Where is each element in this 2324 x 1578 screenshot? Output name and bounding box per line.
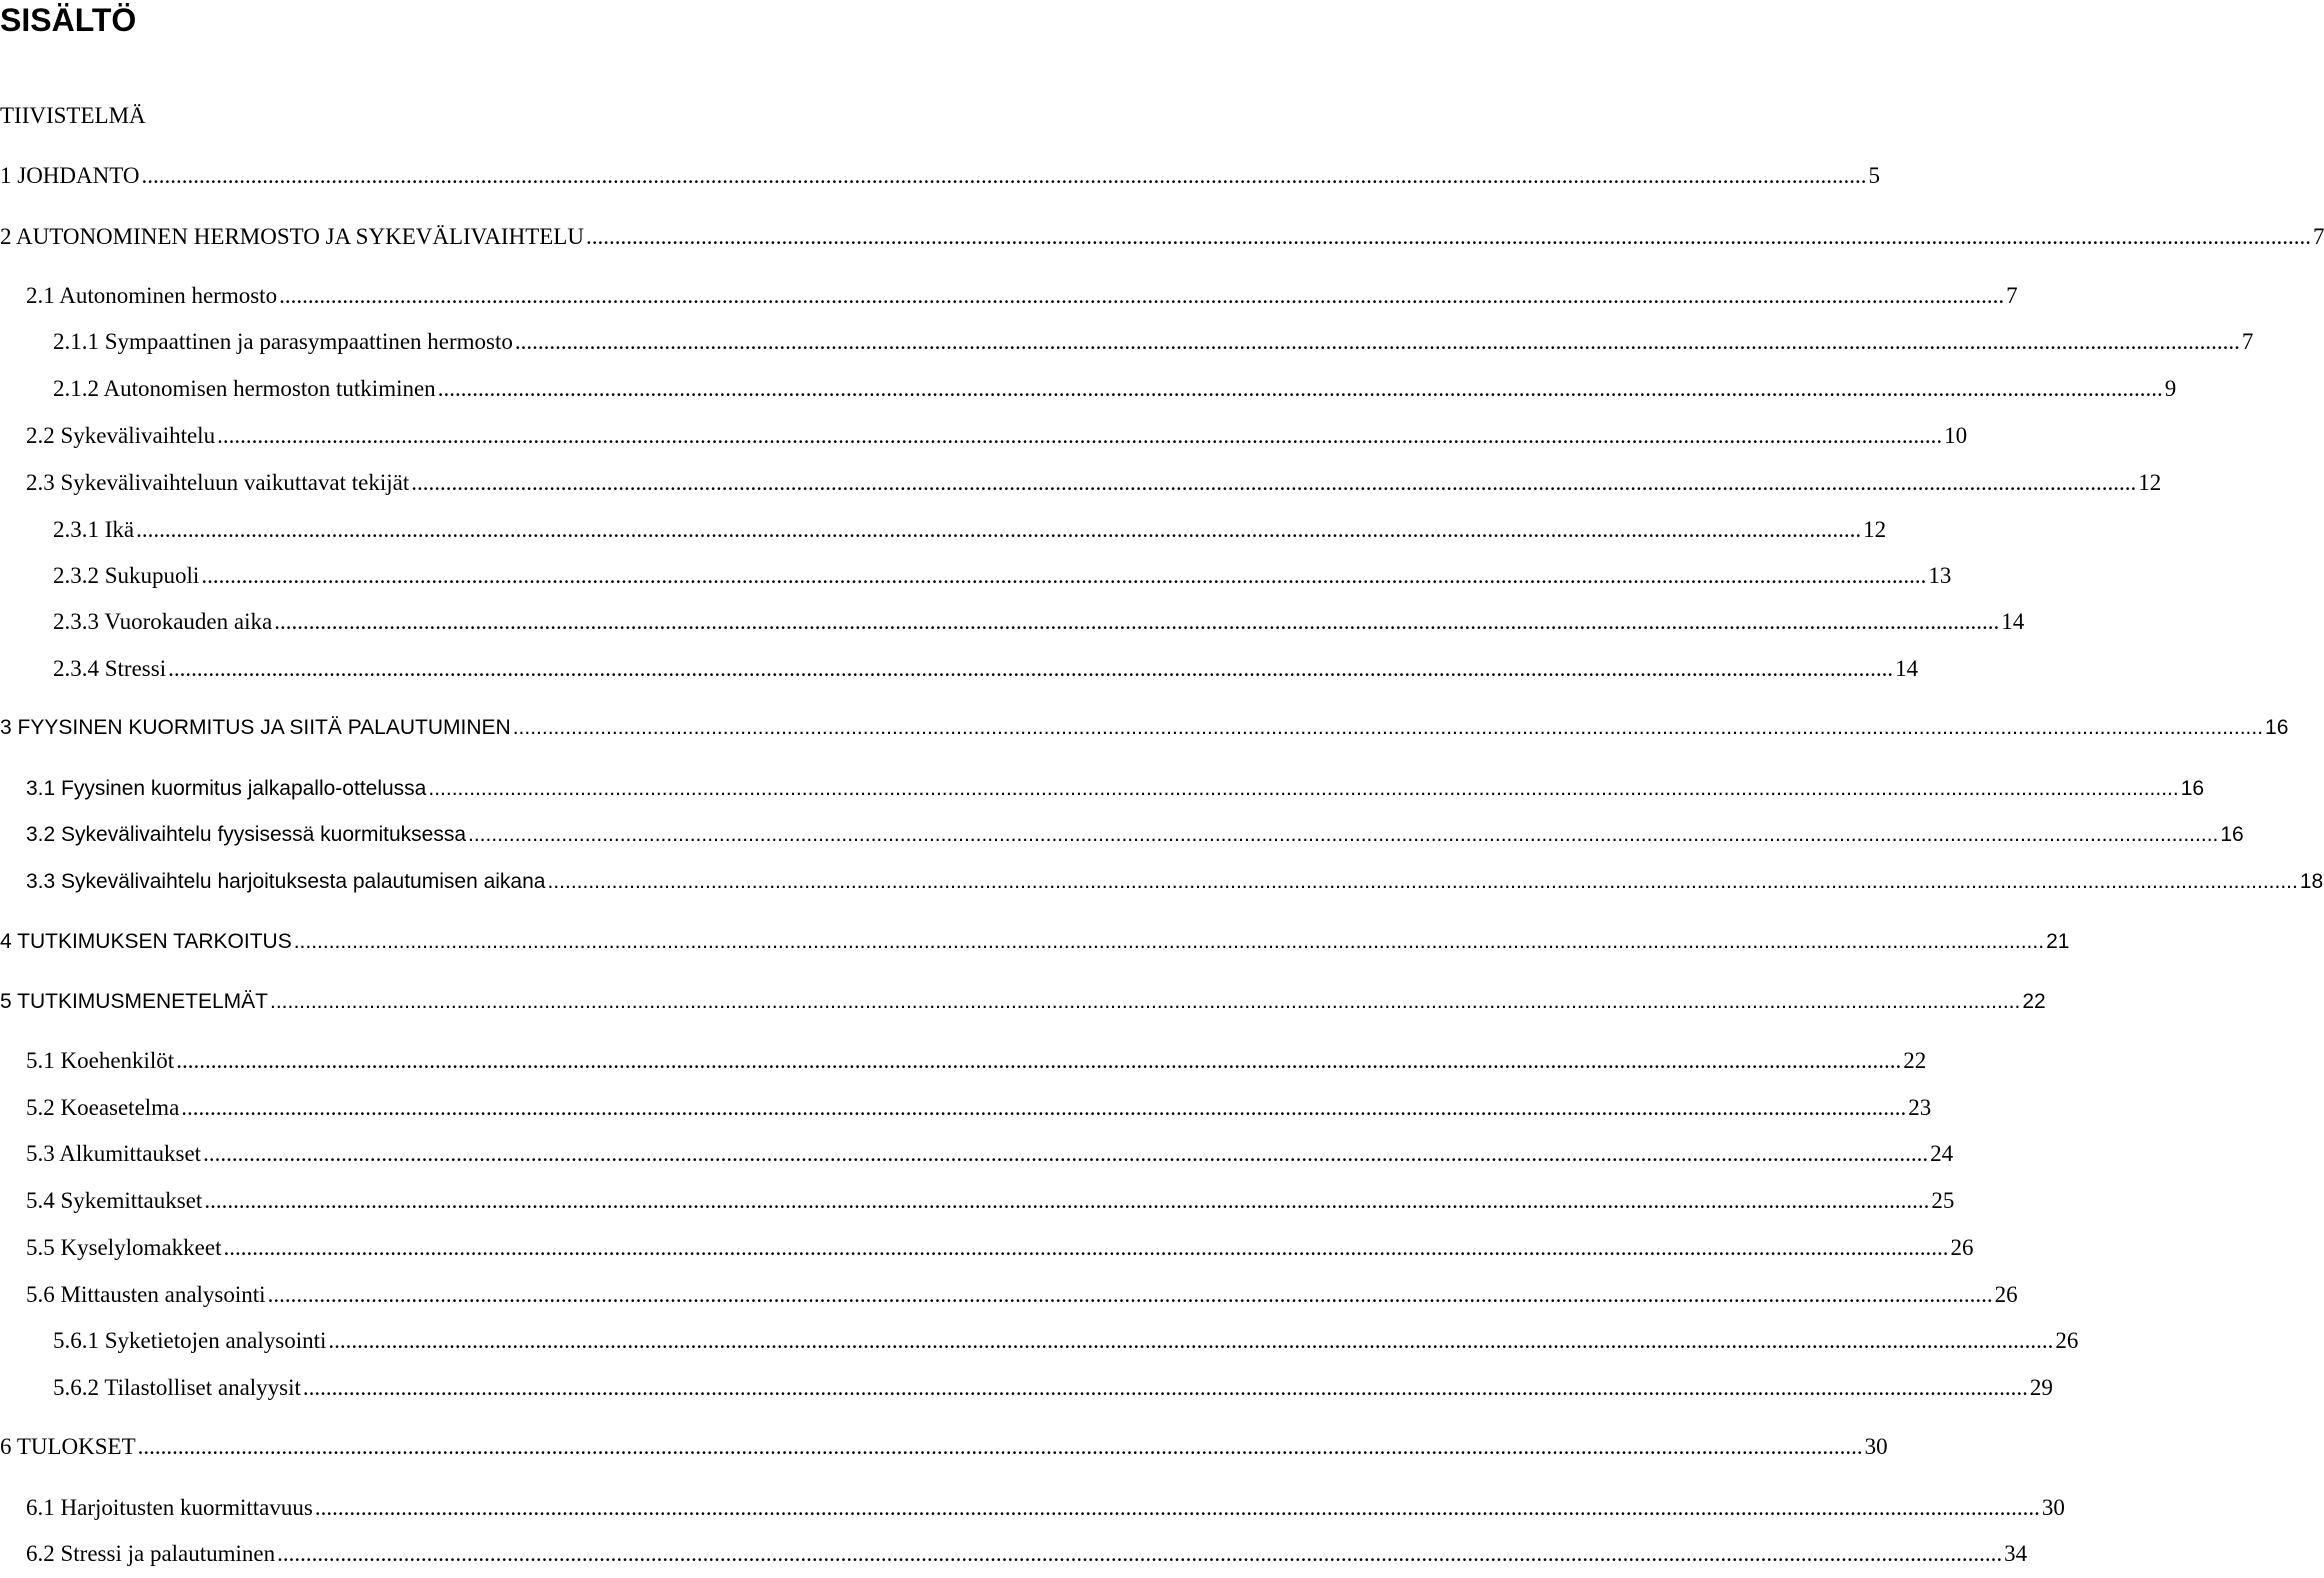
toc-entry[interactable] xyxy=(26,1233,1974,1263)
toc-entry[interactable] xyxy=(0,161,1880,191)
toc-entry-label: 5.6.1 Syketietojen analysointi xyxy=(53,1328,327,1353)
toc-page-number: 12 xyxy=(2138,470,2162,495)
toc-entry-label: 2.3 Sykevälivaihteluun vaikuttavat tekijät xyxy=(26,470,410,495)
toc-entry[interactable] xyxy=(53,327,2254,357)
toc-entry-label: 3 FYYSINEN KUORMITUS JA SIITÄ PALAUTUMINEN xyxy=(0,716,511,739)
toc-leader-dots: ............................................................................................................................................................................................................................................................................................................ xyxy=(411,470,2137,495)
toc-entry-label: 6.2 Stressi ja palautuminen xyxy=(26,1541,276,1566)
toc-leader-dots: ............................................................................................................................................................................................................................................................................................................ xyxy=(585,224,2311,249)
toc-entry-label: 5.1 Koehenkilöt xyxy=(26,1048,175,1073)
toc-entry-label: 5.4 Sykemittaukset xyxy=(26,1188,203,1213)
toc-page-number: 23 xyxy=(1908,1095,1932,1120)
toc-entry-label: 3.3 Sykevälivaihtelu harjoituksesta palautumisen aikana xyxy=(26,870,546,893)
toc-leader-dots: ............................................................................................................................................................................................................................................................................................................ xyxy=(512,716,2264,739)
toc-leader-dots: ............................................................................................................................................................................................................................................................................................................ xyxy=(468,823,2219,846)
toc-entry-label: 3.2 Sykevälivaihtelu fyysisessä kuormituksessa xyxy=(26,823,467,846)
toc-leader-dots: ............................................................................................................................................................................................................................................................................................................ xyxy=(547,870,2298,893)
toc-entry-label: 6.1 Harjoitusten kuormittavuus xyxy=(26,1495,313,1520)
toc-leader-dots: ............................................................................................................................................................................................................................................................................................................ xyxy=(137,1434,1863,1459)
toc-entry-label: 2.3.3 Vuorokauden aika xyxy=(53,609,273,634)
toc-page-number: 18 xyxy=(2299,870,2324,893)
toc-leader-dots: ............................................................................................................................................................................................................................................................................................................ xyxy=(277,1541,2003,1566)
toc-leader-dots: ............................................................................................................................................................................................................................................................................................................ xyxy=(293,930,2045,953)
toc-entry-label: 6 TULOKSET xyxy=(0,1434,136,1459)
toc-entry[interactable] xyxy=(0,1432,1888,1462)
toc-leader-dots: ............................................................................................................................................................................................................................................................................................................ xyxy=(267,1282,1993,1307)
toc-entry[interactable] xyxy=(26,1493,2065,1523)
toc-entry[interactable] xyxy=(53,607,2025,637)
toc-entry[interactable] xyxy=(26,774,2205,804)
toc-page-number: 22 xyxy=(1903,1048,1927,1073)
toc-entry-label: 3.1 Fyysinen kuormitus jalkapallo-ottelussa xyxy=(26,777,427,800)
toc-entry[interactable] xyxy=(53,1373,2053,1403)
toc-leader-dots: ............................................................................................................................................................................................................................................................................................................ xyxy=(514,329,2240,354)
toc-entry[interactable] xyxy=(0,713,2289,743)
toc-page-number: 5 xyxy=(1868,163,1880,188)
toc-entry[interactable] xyxy=(26,1046,1927,1076)
toc-entry[interactable] xyxy=(26,468,2162,498)
toc-page-number: 13 xyxy=(1928,563,1952,588)
toc-page-number: 16 xyxy=(2265,716,2289,739)
toc-leader-dots: ............................................................................................................................................................................................................................................................................................................ xyxy=(428,777,2179,800)
toc-entry-label: 5.6.2 Tilastolliset analyysit xyxy=(53,1375,301,1400)
toc-entry-label: 5.3 Alkumittaukset xyxy=(26,1141,202,1166)
toc-leader-dots: ............................................................................................................................................................................................................................................................................................................ xyxy=(136,517,1862,542)
toc-entry-label: 5 TUTKIMUSMENETELMÄT xyxy=(0,990,268,1013)
toc-page-number: 10 xyxy=(1944,423,1968,448)
toc-entry[interactable] xyxy=(26,1186,1955,1216)
toc-page-number: 7 xyxy=(2312,224,2324,249)
toc-entry-abstract[interactable] xyxy=(0,101,146,131)
toc-entry[interactable] xyxy=(26,1093,1932,1123)
toc-page-number: 9 xyxy=(2164,376,2177,401)
toc-page-number: 26 xyxy=(2055,1328,2079,1353)
toc-page-number: 34 xyxy=(2004,1541,2028,1566)
toc-leader-dots: ............................................................................................................................................................................................................................................................................................................ xyxy=(314,1495,2040,1520)
toc-entry-label: 2 AUTONOMINEN HERMOSTO JA SYKEVÄLIVAIHTELU xyxy=(0,224,584,249)
toc-leader-dots: ............................................................................................................................................................................................................................................................................................................ xyxy=(223,1235,1949,1260)
toc-page-number: 12 xyxy=(1863,517,1887,542)
toc-entry-label: 5.6 Mittausten analysointi xyxy=(26,1282,266,1307)
toc-page-number: 29 xyxy=(2029,1375,2053,1400)
toc-leader-dots: ............................................................................................................................................................................................................................................................................................................ xyxy=(328,1328,2054,1353)
toc-page-number: 25 xyxy=(1931,1188,1955,1213)
toc-entry[interactable] xyxy=(0,222,2324,252)
toc-page-number: 22 xyxy=(2022,990,2046,1013)
toc-page-number: 14 xyxy=(1895,656,1919,681)
toc-entry[interactable] xyxy=(26,1280,2018,1310)
toc-page-number: 26 xyxy=(1994,1282,2018,1307)
toc-entry[interactable] xyxy=(53,374,2177,404)
toc-entry[interactable] xyxy=(0,987,2046,1017)
toc-leader-dots: ............................................................................................................................................................................................................................................................................................................ xyxy=(204,1188,1930,1213)
toc-leader-dots: ............................................................................................................................................................................................................................................................................................................ xyxy=(437,376,2163,401)
toc-leader-dots: ............................................................................................................................................................................................................................................................................................................ xyxy=(141,163,1867,188)
toc-leader-dots: ............................................................................................................................................................................................................................................................................................................ xyxy=(302,1375,2028,1400)
toc-entry-label: TIIVISTELMÄ xyxy=(0,103,146,128)
toc-entry[interactable] xyxy=(26,281,2018,311)
toc-entry[interactable] xyxy=(53,1326,2079,1356)
toc-entry[interactable] xyxy=(26,867,2324,897)
toc-entry[interactable] xyxy=(53,654,1919,684)
toc-entry-label: 2.3.4 Stressi xyxy=(53,656,167,681)
toc-leader-dots: ............................................................................................................................................................................................................................................................................................................ xyxy=(176,1048,1902,1073)
page-title: SISÄLTÖ xyxy=(0,2,137,38)
toc-page-number: 30 xyxy=(1864,1434,1888,1459)
toc-page-number: 26 xyxy=(1950,1235,1974,1260)
toc-entry[interactable] xyxy=(0,927,2070,957)
toc-entry[interactable] xyxy=(26,1139,1954,1169)
toc-entry[interactable] xyxy=(53,561,1952,591)
toc-entry-label: 2.2 Sykevälivaihtelu xyxy=(26,423,216,448)
toc-page-number: 7 xyxy=(2006,283,2018,308)
toc-entry-label: 2.1.2 Autonomisen hermoston tutkiminen xyxy=(53,376,436,401)
toc-leader-dots: ............................................................................................................................................................................................................................................................................................................ xyxy=(168,656,1894,681)
toc-leader-dots: ............................................................................................................................................................................................................................................................................................................ xyxy=(201,563,1927,588)
toc-leader-dots: ............................................................................................................................................................................................................................................................................................................ xyxy=(279,283,2005,308)
toc-page-number: 14 xyxy=(2001,609,2025,634)
toc-entry-label: 2.1 Autonominen hermosto xyxy=(26,283,278,308)
toc-entry[interactable] xyxy=(26,421,1968,451)
toc-entry-label: 5.2 Koeasetelma xyxy=(26,1095,180,1120)
toc-entry-label: 2.3.1 Ikä xyxy=(53,517,135,542)
toc-leader-dots: ............................................................................................................................................................................................................................................................................................................ xyxy=(269,990,2021,1013)
toc-entry-label: 4 TUTKIMUKSEN TARKOITUS xyxy=(0,930,292,953)
toc-entry[interactable] xyxy=(26,1539,2028,1569)
toc-page-number: 16 xyxy=(2220,823,2244,846)
toc-leader-dots: ............................................................................................................................................................................................................................................................................................................ xyxy=(203,1141,1929,1166)
toc-entry-label: 2.3.2 Sukupuoli xyxy=(53,563,200,588)
toc-leader-dots: ............................................................................................................................................................................................................................................................................................................ xyxy=(274,609,2000,634)
toc-page-number: 30 xyxy=(2041,1495,2065,1520)
toc-leader-dots: ............................................................................................................................................................................................................................................................................................................ xyxy=(217,423,1943,448)
toc-entry[interactable] xyxy=(26,820,2244,850)
toc-entry[interactable] xyxy=(53,515,1887,545)
toc-page-number: 7 xyxy=(2241,329,2254,354)
toc-entry-label: 5.5 Kyselylomakkeet xyxy=(26,1235,222,1260)
toc-page-number: 16 xyxy=(2180,777,2205,800)
toc-entry-label: 1 JOHDANTO xyxy=(0,163,140,188)
toc-page-number: 21 xyxy=(2046,930,2070,953)
toc-entry-label: 2.1.1 Sympaattinen ja parasympaattinen hermosto xyxy=(53,329,513,354)
toc-leader-dots: ............................................................................................................................................................................................................................................................................................................ xyxy=(181,1095,1907,1120)
toc-page-number: 24 xyxy=(1930,1141,1954,1166)
